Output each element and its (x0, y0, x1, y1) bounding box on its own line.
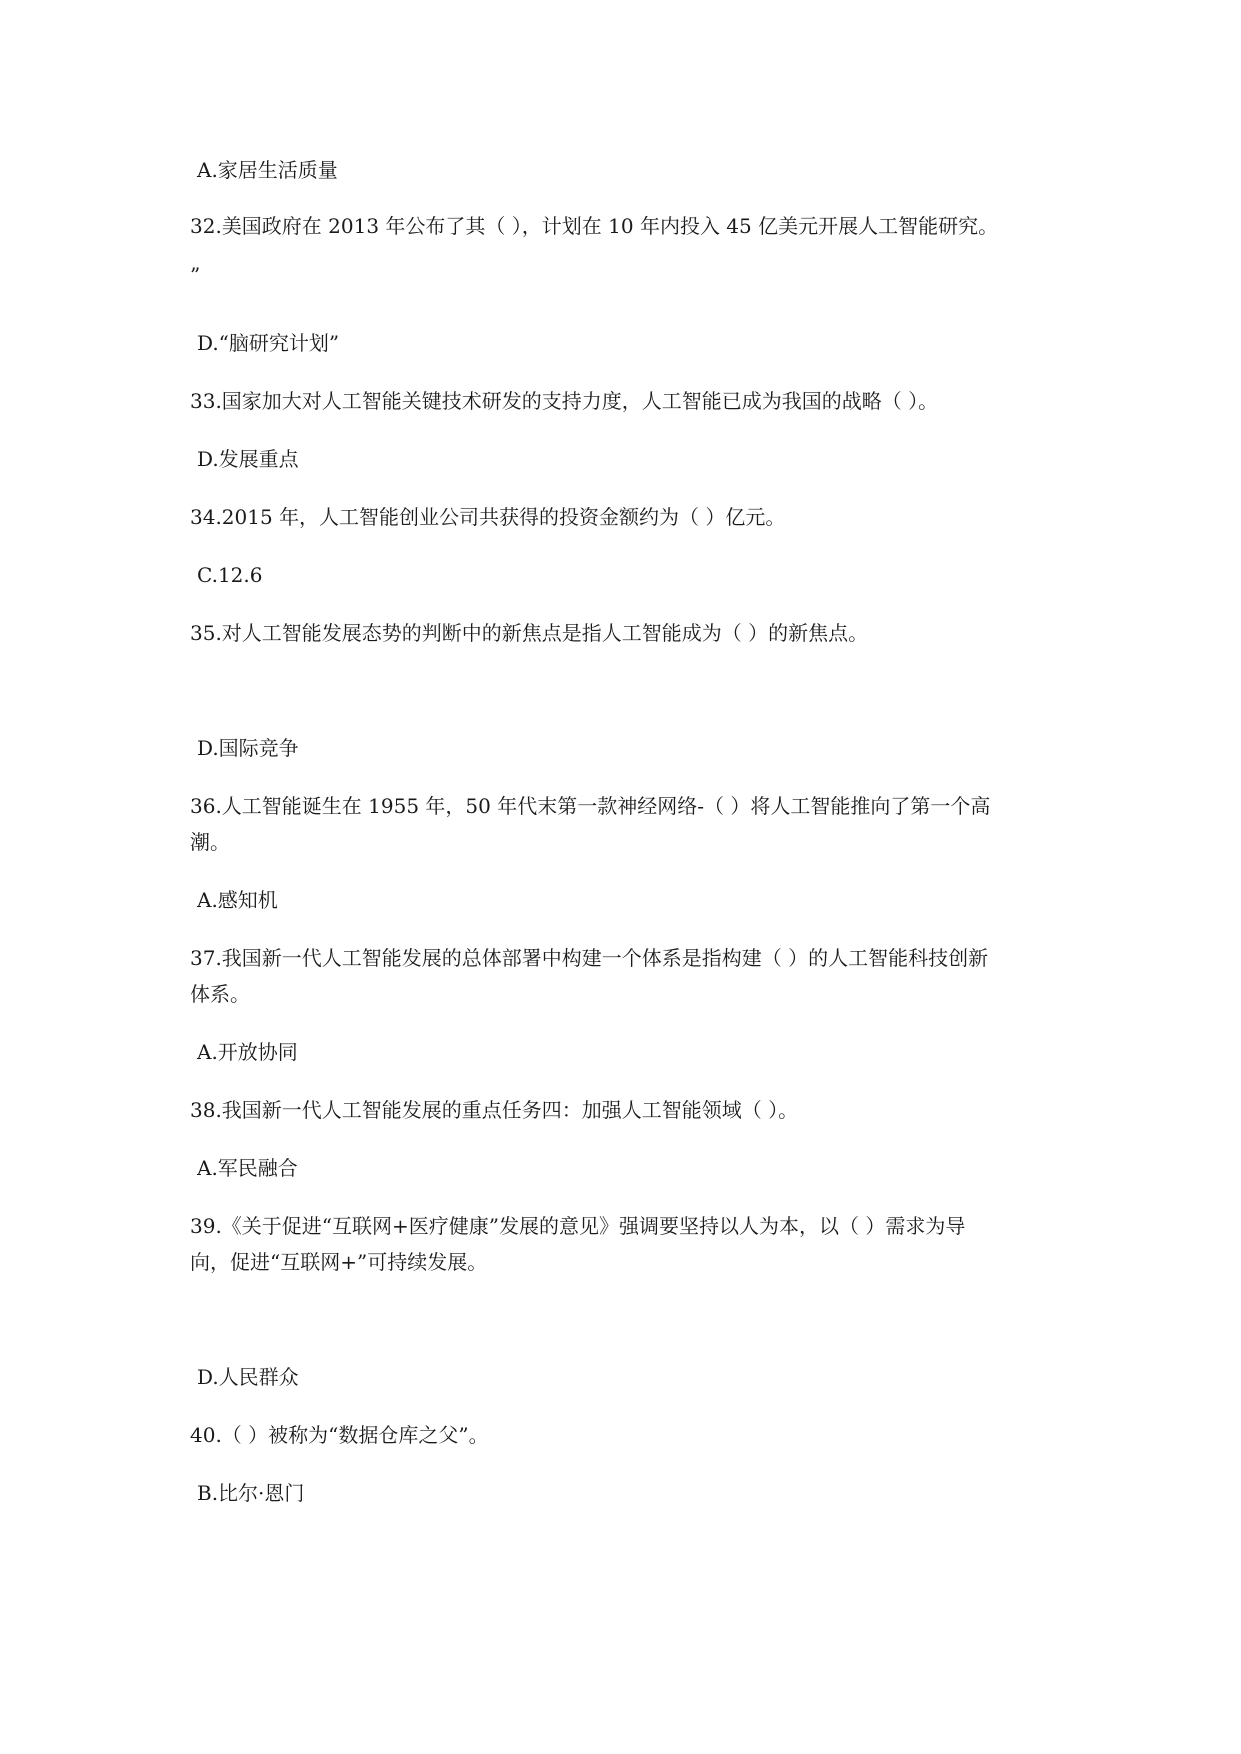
answer-39: D.人民群众 (197, 1365, 299, 1389)
answer-32: D.“脑研究计划” (197, 331, 340, 355)
question-39-line-1: 39.《关于促进“互联网+医疗健康”发展的意见》强调要坚持以人为本，以（ ）需求为导 (190, 1214, 966, 1238)
answer-33: D.发展重点 (197, 447, 299, 471)
answer-37: A.开放协同 (197, 1040, 298, 1064)
question-37-line-2: 体系。 (190, 982, 250, 1006)
question-32: 32.美国政府在 2013 年公布了其（ ），计划在 10 年内投入 45 亿美元开展人工智能研究。 (190, 214, 999, 238)
answer-36: A.感知机 (197, 888, 278, 912)
question-36-line-1: 36.人工智能诞生在 1955 年，50 年代末第一款神经网络-（ ）将人工智能推向了第一个高 (190, 794, 991, 818)
answer-34: C.12.6 (197, 563, 263, 587)
question-33: 33.国家加大对人工智能关键技术研发的支持力度，人工智能已成为我国的战略（ ）。 (190, 389, 939, 413)
question-34: 34.2015 年，人工智能创业公司共获得的投资金额约为（ ）亿元。 (190, 505, 786, 529)
answer-38: A.军民融合 (197, 1156, 298, 1180)
question-39-line-2: 向，促进“互联网+”可持续发展。 (190, 1250, 488, 1274)
question-35: 35.对人工智能发展态势的判断中的新焦点是指人工智能成为（ ）的新焦点。 (190, 621, 869, 645)
stray-quote-mark: ” (190, 263, 201, 287)
answer-40: B.比尔·恩门 (197, 1481, 305, 1505)
question-40: 40.（ ）被称为“数据仓库之父”。 (190, 1423, 489, 1447)
answer-35: D.国际竞争 (197, 736, 299, 760)
question-38: 38.我国新一代人工智能发展的重点任务四：加强人工智能领域（ ）。 (190, 1098, 799, 1122)
question-37-line-1: 37.我国新一代人工智能发展的总体部署中构建一个体系是指构建（ ）的人工智能科技创新 (190, 946, 989, 970)
answer-31: A.家居生活质量 (197, 158, 338, 182)
question-36-line-2: 潮。 (190, 830, 230, 854)
